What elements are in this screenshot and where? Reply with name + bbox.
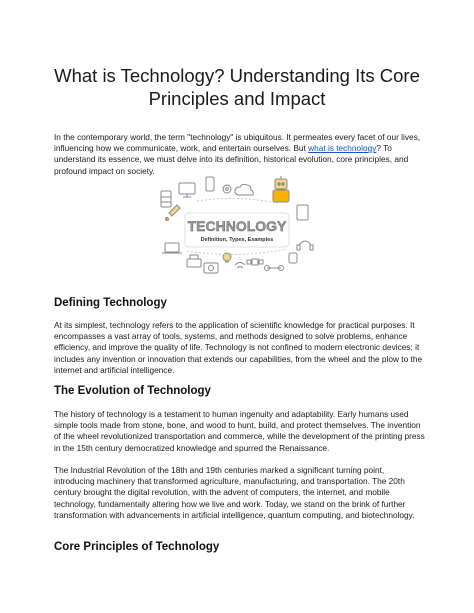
illustration-heading: TECHNOLOGY [187,218,287,234]
monitor-icon [179,183,195,197]
laptop-icon [162,243,182,253]
satellite-icon [247,259,263,265]
section-heading-defining: Defining Technology [54,297,167,309]
robot-icon [273,176,289,202]
intro-text-start: In the contemporary world, the term "technology" is ubiquitous. It permeates every facet of our lives, influencing how we communicate, work, and entertain ourselves. But [54,132,421,154]
intro-text-end: ? To understand its essence, we must delve into its definition, historical evolution, core principles, and profound impact on society. [54,143,409,176]
defining-paragraph: At its simplest, technology refers to the application of scientific knowledge for practical purposes. It encompasses a vast array of tools, systems, and methods designed to solve problems, enhance efficiency, and improve the quality of life. Technology is not confined to modern electronic devices; it includes any invention or innovation that extends our capabilities, from the wheel and the plow to the internet and artificial intelligence. [54,320,423,375]
tablet-icon [297,205,308,220]
drone-icon [265,266,284,271]
printer-icon [187,255,201,267]
section-heading-evolution: The Evolution of Technology [54,385,211,397]
evolution-paragraph-1: The history of technology is a testament to human ingenuity and adaptability. Early humans used simple tools made from stone, bone, and wood to hunt, build, and protect themselves. The invention of the wheel revolutionized transportation and commerce, while the development of the printing press in the 15th century democratized knowledge and spurred the Renaissance. [54,409,425,453]
wifi-icon [235,263,245,269]
gear-icon [223,185,231,193]
intro-paragraph [54,132,426,177]
watch-icon [289,253,297,263]
headphones-icon [297,241,313,250]
section-heading-core-principles: Core Principles of Technology [54,541,220,553]
cloud-icon [235,184,253,195]
phone-icon [206,177,214,191]
what-is-technology-link[interactable]: what is technology [308,143,377,154]
illustration-subheading: Definition, Types, Examples [200,237,274,243]
page-title: What is Technology? Understanding Its Core Principles and Impact [54,65,420,109]
evolution-paragraph-2: The Industrial Revolution of the 18th and 19th centuries marked a significant turning point, introducing machinery that transformed agriculture, manufacturing, and transportation. The 20th century brought the digital revolution, with the advent of computers, the internet, and mobile technology, fundamentally altering how we live and work. Today, we stand on the brink of further transformation with advancements in artificial intelligence, quantum computing, and biotechnology. [54,465,415,520]
camera-icon [204,263,218,273]
technology-illustration [157,173,317,283]
server-icon [161,191,171,207]
